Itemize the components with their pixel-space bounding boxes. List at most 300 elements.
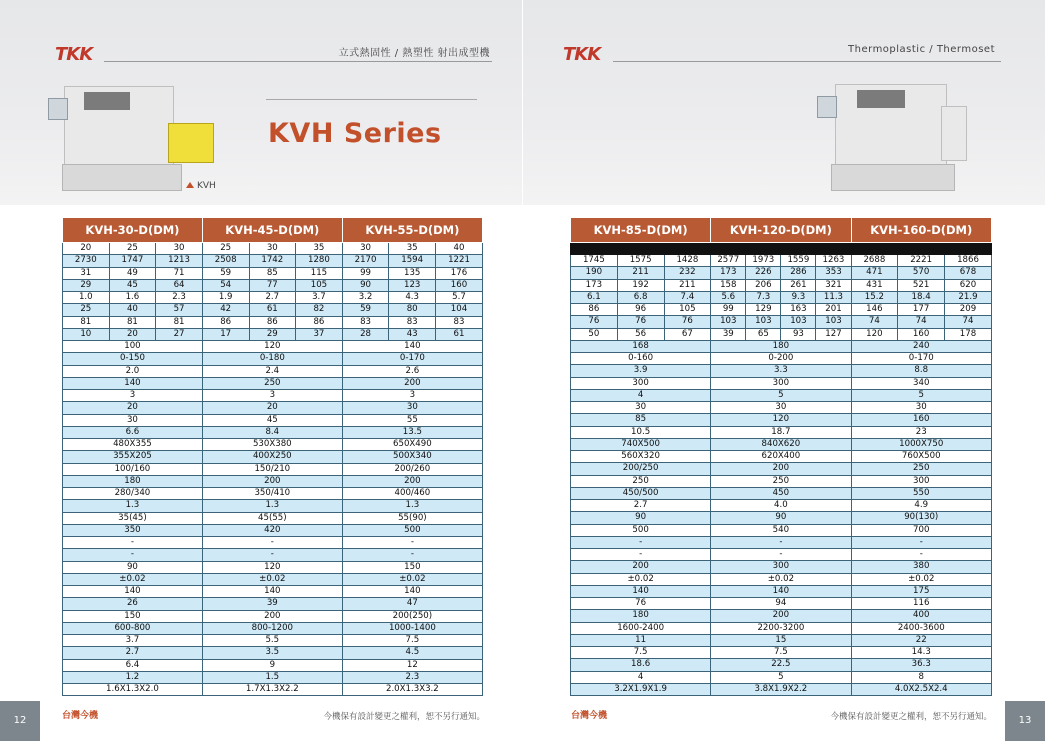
spec-cell: 1575 xyxy=(617,255,664,267)
spec-cell: ±0.02 xyxy=(202,573,342,585)
spec-cell: 76 xyxy=(664,316,711,328)
spec-cell: 206 xyxy=(746,279,781,291)
spec-cell: 3.2X1.9X1.9 xyxy=(571,683,711,695)
spec-cell: 59 xyxy=(202,267,249,279)
spec-cell: 7.4 xyxy=(664,291,711,303)
spec-cell: 103 xyxy=(816,316,851,328)
spec-cell: 45(55) xyxy=(202,512,342,524)
spec-cell: 6.8 xyxy=(617,291,664,303)
spec-cell: 30 xyxy=(63,414,203,426)
spec-cell: 173 xyxy=(571,279,618,291)
spec-cell: 540 xyxy=(711,524,851,536)
spec-cell: 140 xyxy=(342,586,482,598)
spec-cell: 82 xyxy=(296,304,343,316)
spec-cell: 500X340 xyxy=(342,451,482,463)
spec-row xyxy=(63,292,483,304)
spec-cell: 200 xyxy=(711,463,851,475)
spec-cell: 1.3 xyxy=(202,500,342,512)
spec-cell: 30 xyxy=(249,243,296,255)
spec-row xyxy=(63,402,483,414)
series-title: KVH Series xyxy=(268,118,442,149)
spec-cell: 42 xyxy=(202,304,249,316)
spec-cell: - xyxy=(63,549,203,561)
spec-cell: 23 xyxy=(851,426,992,438)
spec-cell: 2688 xyxy=(851,255,898,267)
spec-cell: 0-160 xyxy=(571,353,711,365)
spec-cell: 0-150 xyxy=(63,353,203,365)
spec-cell: 1280 xyxy=(296,255,343,267)
spec-row xyxy=(63,316,483,328)
spec-cell: 5.6 xyxy=(711,291,746,303)
spec-cell: 150 xyxy=(63,610,203,622)
spec-cell: 40 xyxy=(436,243,483,255)
spec-cell: 85 xyxy=(571,414,711,426)
spec-row xyxy=(63,426,483,438)
spec-cell: 300 xyxy=(711,561,851,573)
spec-row xyxy=(571,426,992,438)
spec-cell: 5 xyxy=(851,389,992,401)
spec-row xyxy=(571,340,992,352)
spec-cell: 123 xyxy=(389,279,436,291)
spec-cell: 30 xyxy=(571,402,711,414)
model-header: KVH-30-D(DM) xyxy=(63,218,203,243)
spec-cell: 5.5 xyxy=(202,635,342,647)
spec-cell: 135 xyxy=(389,267,436,279)
spec-cell: 81 xyxy=(156,316,203,328)
spec-cell: 30 xyxy=(342,402,482,414)
machine-photo xyxy=(44,78,216,193)
spec-cell: 55 xyxy=(342,414,482,426)
spec-cell: 530X380 xyxy=(202,439,342,451)
spec-cell: 160 xyxy=(898,328,945,340)
spec-cell: 1.3 xyxy=(63,500,203,512)
spec-cell: 61 xyxy=(436,328,483,340)
spec-cell: 35(45) xyxy=(63,512,203,524)
spec-row xyxy=(63,279,483,291)
spec-table xyxy=(570,217,992,696)
footer-brand: 台灣今機 xyxy=(571,711,608,721)
spec-cell: 740X500 xyxy=(571,438,711,450)
spec-cell: 500 xyxy=(571,524,711,536)
spec-row xyxy=(63,512,483,524)
spec-cell: 99 xyxy=(342,267,389,279)
spec-cell: - xyxy=(202,537,342,549)
spec-cell: 39 xyxy=(202,598,342,610)
triangle-icon xyxy=(186,182,194,188)
spec-cell: 678 xyxy=(945,267,992,279)
spec-cell: 2400-3600 xyxy=(851,622,992,634)
spec-row xyxy=(63,341,483,353)
spec-cell: 3.8X1.9X2.2 xyxy=(711,683,851,695)
spec-row xyxy=(571,585,992,597)
spec-cell: 431 xyxy=(851,279,898,291)
footer-note: 今機保有設計變更之權利，恕不另行通知。 xyxy=(323,712,485,722)
right-page xyxy=(523,0,1045,741)
spec-cell: 74 xyxy=(945,316,992,328)
spec-cell: 2577 xyxy=(711,255,746,267)
spec-cell: 2.7 xyxy=(249,292,296,304)
spec-cell: ±0.02 xyxy=(571,573,711,585)
spec-cell: 2.3 xyxy=(156,292,203,304)
spec-cell: 17 xyxy=(202,328,249,340)
spec-row xyxy=(63,610,483,622)
spec-cell: 2170 xyxy=(342,255,389,267)
spec-row xyxy=(571,414,992,426)
spec-row xyxy=(63,414,483,426)
spec-cell: 45 xyxy=(109,279,156,291)
spec-row xyxy=(63,500,483,512)
spec-cell: 620 xyxy=(945,279,992,291)
series-rule xyxy=(266,99,477,100)
spec-cell: 0-200 xyxy=(711,353,851,365)
spec-cell: 90 xyxy=(571,512,711,524)
spec-cell: 560X320 xyxy=(571,451,711,463)
spec-cell: 150 xyxy=(342,561,482,573)
spec-cell: ±0.02 xyxy=(342,573,482,585)
spec-cell: 353 xyxy=(816,267,851,279)
spec-cell: 1000X750 xyxy=(851,438,992,450)
spec-cell: 200/260 xyxy=(342,463,482,475)
spec-cell: 211 xyxy=(664,279,711,291)
spec-cell: 37 xyxy=(296,328,343,340)
spec-cell: 1263 xyxy=(816,255,851,267)
spec-cell: 8.4 xyxy=(202,426,342,438)
spec-cell: 1600-2400 xyxy=(571,622,711,634)
spec-cell: 420 xyxy=(202,524,342,536)
spec-cell: 11.3 xyxy=(816,291,851,303)
spec-row xyxy=(571,389,992,401)
spec-cell: 31 xyxy=(63,267,110,279)
spec-cell: 90 xyxy=(342,279,389,291)
spec-cell: 160 xyxy=(851,414,992,426)
spec-cell: 86 xyxy=(202,316,249,328)
spec-cell: 29 xyxy=(63,279,110,291)
spec-row xyxy=(571,598,992,610)
model-header: KVH-160-D(DM) xyxy=(851,218,992,243)
spec-cell: 67 xyxy=(664,328,711,340)
spec-cell: 6.1 xyxy=(571,291,618,303)
spec-row xyxy=(63,635,483,647)
spec-cell: 3.5 xyxy=(202,647,342,659)
model-header-row xyxy=(571,218,992,243)
spec-cell: - xyxy=(571,549,711,561)
spec-cell: 2.3 xyxy=(342,671,482,683)
spec-cell: 2221 xyxy=(898,255,945,267)
spec-cell: 12 xyxy=(342,659,482,671)
header-title: Thermoplastic / Thermoset xyxy=(848,44,995,55)
spec-cell: 4.9 xyxy=(851,500,992,512)
spec-cell: 54 xyxy=(202,279,249,291)
spec-cell: 0-180 xyxy=(202,353,342,365)
spec-cell: 85 xyxy=(249,267,296,279)
spec-cell: 10 xyxy=(63,328,110,340)
spec-cell: 0-170 xyxy=(851,353,992,365)
spec-cell: 3 xyxy=(63,390,203,402)
model-header: KVH-85-D(DM) xyxy=(571,218,711,243)
spec-cell: 25 xyxy=(63,304,110,316)
spec-cell: 190 xyxy=(571,267,618,279)
spec-cell: 30 xyxy=(711,402,851,414)
spec-cell: 9.3 xyxy=(781,291,816,303)
spec-cell: 20 xyxy=(63,402,203,414)
spec-row xyxy=(571,634,992,646)
spec-cell: 1745 xyxy=(571,255,618,267)
spec-row xyxy=(63,659,483,671)
spec-cell: 2.7 xyxy=(571,500,711,512)
spec-row xyxy=(571,267,992,279)
spec-cell: 1.5 xyxy=(202,671,342,683)
spec-cell: 150/210 xyxy=(202,463,342,475)
spec-cell: 30 xyxy=(851,402,992,414)
spec-cell: 4.3 xyxy=(389,292,436,304)
header-rule xyxy=(104,61,492,62)
spec-row xyxy=(571,659,992,671)
spec-cell: 550 xyxy=(851,487,992,499)
spec-row xyxy=(63,622,483,634)
brand-logo: TKK xyxy=(55,44,93,65)
spec-row xyxy=(63,561,483,573)
spec-cell: 30 xyxy=(156,243,203,255)
spec-table xyxy=(62,217,483,696)
spec-cell: 250 xyxy=(851,463,992,475)
spec-cell: 104 xyxy=(436,304,483,316)
spec-cell: 120 xyxy=(851,328,898,340)
spec-cell: 321 xyxy=(816,279,851,291)
footer-note: 今機保有設計變更之權利，恕不另行通知。 xyxy=(830,712,992,722)
spec-cell: 29 xyxy=(249,328,296,340)
spec-row xyxy=(63,488,483,500)
spec-cell: 7.5 xyxy=(711,647,851,659)
spec-cell: 1000-1400 xyxy=(342,622,482,634)
spec-cell: 83 xyxy=(342,316,389,328)
spec-cell: 18.7 xyxy=(711,426,851,438)
spec-cell: 200 xyxy=(571,561,711,573)
spec-cell: - xyxy=(711,549,851,561)
spec-cell: 18.4 xyxy=(898,291,945,303)
model-header: KVH-45-D(DM) xyxy=(202,218,342,243)
spec-row xyxy=(571,536,992,548)
spec-cell: 1.6X1.3X2.0 xyxy=(63,684,203,696)
spec-cell: 140 xyxy=(63,586,203,598)
spec-cell: 47 xyxy=(342,598,482,610)
spec-cell: 180 xyxy=(571,610,711,622)
spec-cell: 500 xyxy=(342,524,482,536)
spec-cell: 300 xyxy=(851,475,992,487)
spec-cell: 35 xyxy=(296,243,343,255)
spec-cell: 250 xyxy=(711,475,851,487)
spec-cell: 700 xyxy=(851,524,992,536)
spec-cell: 55(90) xyxy=(342,512,482,524)
spec-cell: - xyxy=(851,549,992,561)
spec-cell: 158 xyxy=(711,279,746,291)
spec-cell: 100/160 xyxy=(63,463,203,475)
spec-cell: 201 xyxy=(816,304,851,316)
spec-cell: 200 xyxy=(202,475,342,487)
spec-cell: 140 xyxy=(342,341,482,353)
spec-cell: 10.5 xyxy=(571,426,711,438)
spec-cell: 300 xyxy=(711,377,851,389)
brand-logo: TKK xyxy=(563,44,601,65)
spec-cell: 7.3 xyxy=(746,291,781,303)
spec-cell: 74 xyxy=(898,316,945,328)
spec-cell: 1594 xyxy=(389,255,436,267)
spec-cell: - xyxy=(851,536,992,548)
spec-cell: 22 xyxy=(851,634,992,646)
spec-cell: 14.3 xyxy=(851,647,992,659)
spec-row xyxy=(63,598,483,610)
spec-cell: 3.2 xyxy=(342,292,389,304)
footer-brand: 台灣今機 xyxy=(62,711,99,721)
spec-cell: 1.9 xyxy=(202,292,249,304)
spec-cell: 1559 xyxy=(781,255,816,267)
spec-cell: 86 xyxy=(571,304,618,316)
spec-cell: 103 xyxy=(781,316,816,328)
spec-cell: ±0.02 xyxy=(63,573,203,585)
spec-cell: 4.0X2.5X2.4 xyxy=(851,683,992,695)
model-header-row xyxy=(63,218,483,243)
spec-cell: 471 xyxy=(851,267,898,279)
spec-cell: 20 xyxy=(109,328,156,340)
spec-cell: 81 xyxy=(63,316,110,328)
spec-cell: 5.7 xyxy=(436,292,483,304)
spec-cell: 250 xyxy=(202,377,342,389)
spec-cell: 83 xyxy=(436,316,483,328)
spec-cell: 1747 xyxy=(109,255,156,267)
spec-cell: 61 xyxy=(249,304,296,316)
spec-cell: 3.3 xyxy=(711,365,851,377)
spec-row xyxy=(63,377,483,389)
spec-cell: 3.9 xyxy=(571,365,711,377)
spec-row xyxy=(63,524,483,536)
spec-cell: 200 xyxy=(342,377,482,389)
page-number: 13 xyxy=(1005,701,1045,741)
spec-row xyxy=(571,500,992,512)
spec-row xyxy=(571,438,992,450)
spec-cell: 6.6 xyxy=(63,426,203,438)
spec-cell: 22.5 xyxy=(711,659,851,671)
spec-cell: 1866 xyxy=(945,255,992,267)
spec-cell: 64 xyxy=(156,279,203,291)
spec-row xyxy=(63,684,483,696)
spec-cell: 129 xyxy=(746,304,781,316)
spec-row xyxy=(571,512,992,524)
spec-cell: 226 xyxy=(746,267,781,279)
spec-cell: 140 xyxy=(571,585,711,597)
spec-cell: 83 xyxy=(389,316,436,328)
spec-row xyxy=(63,671,483,683)
spec-cell: 178 xyxy=(945,328,992,340)
spec-row xyxy=(63,255,483,267)
spec-cell: 15.2 xyxy=(851,291,898,303)
spec-cell: 127 xyxy=(816,328,851,340)
spec-row xyxy=(571,549,992,561)
spec-cell: 26 xyxy=(63,598,203,610)
spec-cell: 261 xyxy=(781,279,816,291)
spec-row xyxy=(571,353,992,365)
spec-cell: 80 xyxy=(389,304,436,316)
spec-cell: ±0.02 xyxy=(711,573,851,585)
spec-cell: - xyxy=(342,549,482,561)
spec-cell: 1.2 xyxy=(63,671,203,683)
spec-cell: 105 xyxy=(296,279,343,291)
spec-cell: 36.3 xyxy=(851,659,992,671)
spec-cell: 8 xyxy=(851,671,992,683)
spec-cell: 6.4 xyxy=(63,659,203,671)
spec-cell: 49 xyxy=(109,267,156,279)
spec-cell: 3.7 xyxy=(296,292,343,304)
spec-row xyxy=(63,353,483,365)
spec-row xyxy=(63,365,483,377)
spec-row xyxy=(571,622,992,634)
header-rule xyxy=(613,61,1001,62)
spec-row xyxy=(571,279,992,291)
spec-row xyxy=(571,475,992,487)
spec-cell: 163 xyxy=(781,304,816,316)
spec-cell: 480X355 xyxy=(63,439,203,451)
spec-row xyxy=(63,586,483,598)
divider-row xyxy=(571,243,992,255)
spec-cell: 1.3 xyxy=(342,500,482,512)
spec-row xyxy=(63,243,483,255)
spec-cell: 27 xyxy=(156,328,203,340)
spec-row xyxy=(571,328,992,340)
spec-cell: 1742 xyxy=(249,255,296,267)
spec-cell: 2508 xyxy=(202,255,249,267)
spec-cell: 90 xyxy=(63,561,203,573)
spec-cell: - xyxy=(202,549,342,561)
spec-cell: 9 xyxy=(202,659,342,671)
spec-cell: 7.5 xyxy=(571,647,711,659)
spec-row xyxy=(571,402,992,414)
spec-cell: 50 xyxy=(571,328,618,340)
spec-cell: 600-800 xyxy=(63,622,203,634)
machine-photo xyxy=(813,78,973,193)
spec-cell: 76 xyxy=(571,316,618,328)
spec-cell: 103 xyxy=(711,316,746,328)
spec-cell: 355X205 xyxy=(63,451,203,463)
spec-cell: 25 xyxy=(202,243,249,255)
spec-cell: - xyxy=(342,537,482,549)
spec-cell: 1973 xyxy=(746,255,781,267)
spec-cell: 300 xyxy=(571,377,711,389)
spec-cell: 140 xyxy=(202,586,342,598)
spec-cell: 840X620 xyxy=(711,438,851,450)
spec-cell: 59 xyxy=(342,304,389,316)
spec-cell: 173 xyxy=(711,267,746,279)
spec-row xyxy=(571,377,992,389)
spec-row xyxy=(571,304,992,316)
left-page xyxy=(0,0,522,741)
spec-cell: 35 xyxy=(389,243,436,255)
spec-cell: 76 xyxy=(617,316,664,328)
machine-tag: KVH xyxy=(186,181,216,191)
spec-cell: 0-170 xyxy=(342,353,482,365)
spec-cell: 177 xyxy=(898,304,945,316)
spec-cell: 2.6 xyxy=(342,365,482,377)
spec-cell: 8.8 xyxy=(851,365,992,377)
spec-row xyxy=(63,549,483,561)
spec-cell: 2.4 xyxy=(202,365,342,377)
spec-cell: - xyxy=(711,536,851,548)
spec-row xyxy=(63,475,483,487)
spec-cell: 96 xyxy=(617,304,664,316)
spec-cell: 7.5 xyxy=(342,635,482,647)
spec-row xyxy=(63,537,483,549)
spec-cell: 57 xyxy=(156,304,203,316)
spec-cell: 192 xyxy=(617,279,664,291)
spec-cell: 1.0 xyxy=(63,292,110,304)
spec-cell: 65 xyxy=(746,328,781,340)
